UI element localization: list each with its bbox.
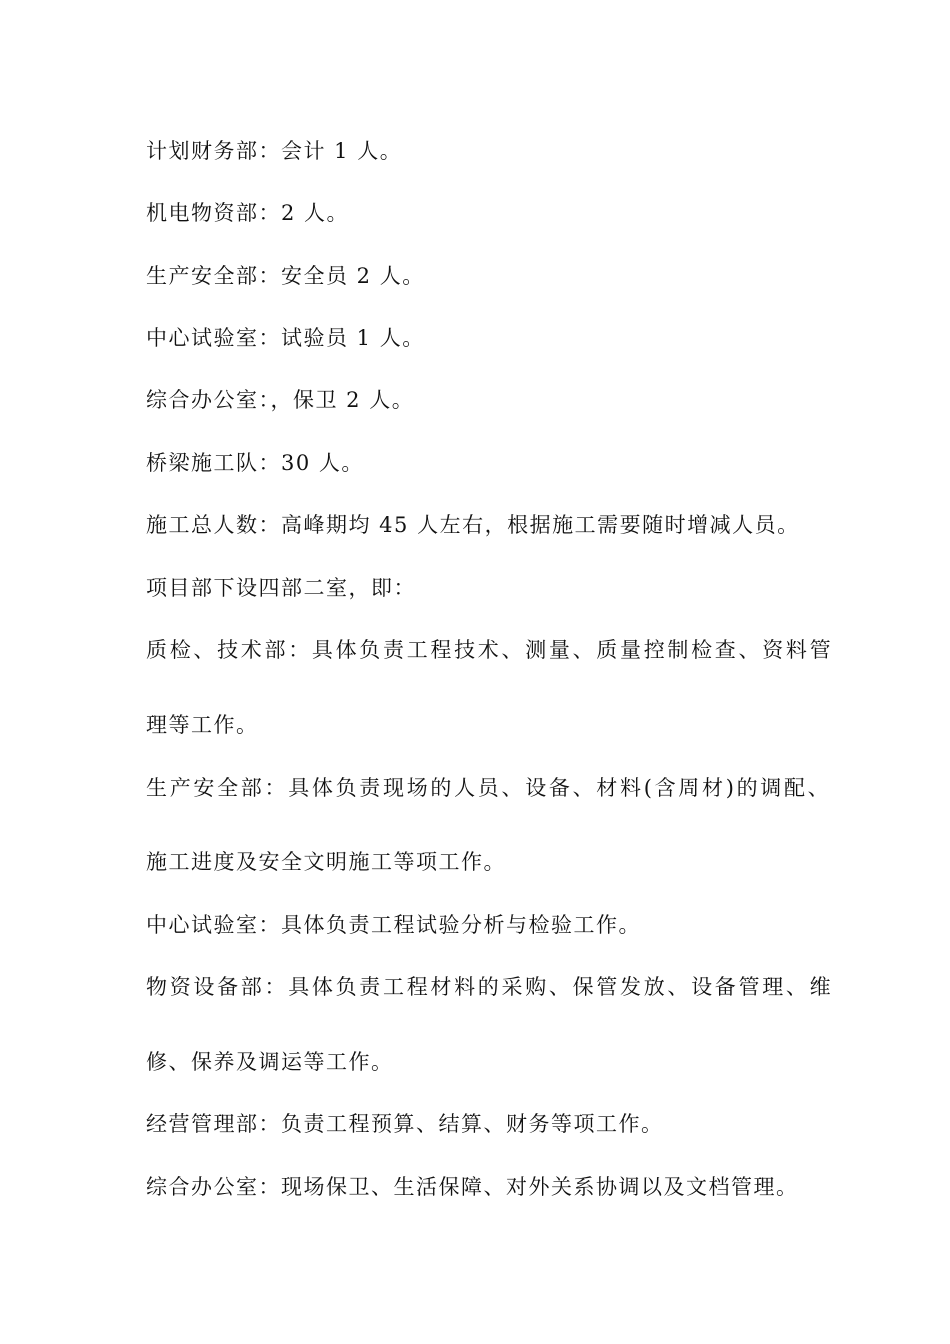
- quality-technical-duty-line-2: 理等工作。: [146, 713, 259, 737]
- business-management-duty-line: 经营管理部：负责工程预算、结算、财务等项工作。: [146, 1112, 664, 1136]
- quality-technical-duty-line-1: 质检、技术部：具体负责工程技术、测量、质量控制检查、资料管: [146, 638, 834, 662]
- office-duty-line: 综合办公室：现场保卫、生活保障、对外关系协调以及文档管理。: [146, 1175, 799, 1199]
- materials-equipment-duty-line-1: 物资设备部：具体负责工程材料的采购、保管发放、设备管理、维: [146, 975, 834, 999]
- staff-lab-line: 中心试验室：试验员 1 人。: [146, 326, 425, 350]
- staff-office-line: 综合办公室：，保卫 2 人。: [146, 388, 415, 412]
- total-staff-line: 施工总人数：高峰期均 45 人左右，根据施工需要随时增减人员。: [146, 513, 800, 537]
- lab-duty-line: 中心试验室：具体负责工程试验分析与检验工作。: [146, 913, 641, 937]
- materials-equipment-duty-line-2: 修、保养及调运等工作。: [146, 1050, 394, 1074]
- production-safety-duty-line-1: 生产安全部：具体负责现场的人员、设备、材料(含周材)的调配、: [146, 776, 832, 800]
- staff-materials-line: 机电物资部：2 人。: [146, 201, 350, 225]
- staff-bridge-team-line: 桥梁施工队：30 人。: [146, 451, 364, 475]
- department-intro-line: 项目部下设四部二室，即：: [146, 576, 416, 600]
- staff-safety-line: 生产安全部：安全员 2 人。: [146, 264, 425, 288]
- production-safety-duty-line-2: 施工进度及安全文明施工等项工作。: [146, 850, 506, 874]
- staff-finance-line: 计划财务部：会计 1 人。: [146, 139, 403, 163]
